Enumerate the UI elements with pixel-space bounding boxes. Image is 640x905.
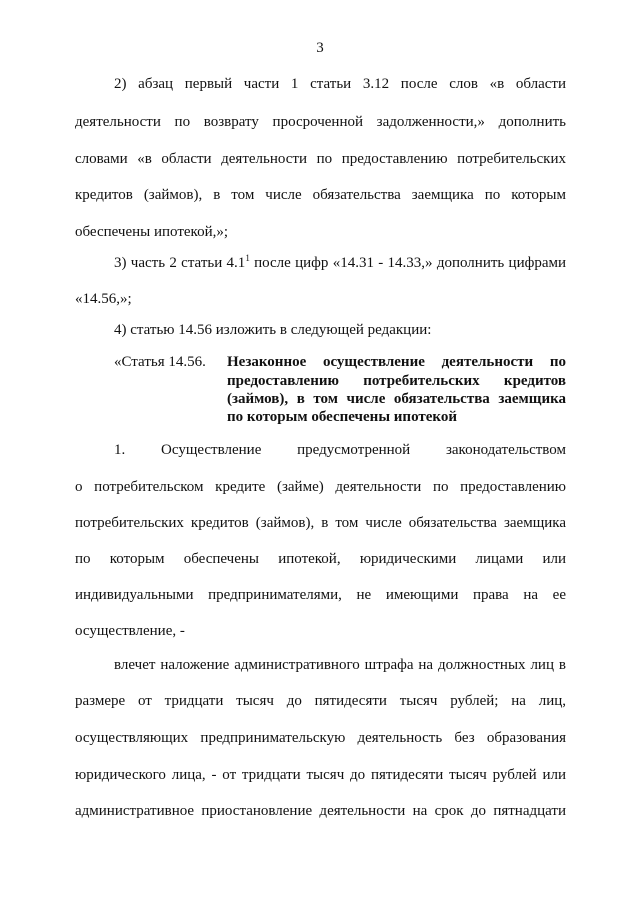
part1-line-2: о потребительском кредите (займе) деятельности по предоставлению (75, 479, 566, 495)
part1-line-6: осуществление, - (75, 623, 185, 639)
article-heading-line-4: по которым обеспечены ипотекой (227, 409, 457, 425)
article-label: «Статья 14.56. (114, 354, 206, 370)
item3-text-b: после цифр «14.31 - 14.33,» дополнить цифрами (249, 255, 566, 271)
item3-line-2: «14.56,»; (75, 291, 132, 307)
part1-line-3: потребительских кредитов (займов), в том числе обязательства заемщика (75, 515, 566, 531)
part1-line-5: индивидуальными предпринимателями, не имеющими права на ее (75, 587, 566, 603)
article-heading-line-2: предоставлению потребительских кредитов (227, 373, 566, 389)
item2-line-3: словами «в области деятельности по предоставлению потребительских (75, 151, 566, 167)
part1-line-1: 1. Осуществление предусмотренной законодательством (114, 442, 566, 458)
penalty-line-1: влечет наложение административного штрафа на должностных лиц в (114, 657, 566, 673)
item2-line-2: деятельности по возврату просроченной задолженности,» дополнить (75, 114, 566, 130)
penalty-line-2: размере от тридцати тысяч до пятидесяти тысяч рублей; на лиц, (75, 693, 566, 709)
item2-line-5: обеспечены ипотекой,»; (75, 224, 229, 240)
item3-line-1 (114, 254, 566, 272)
item3-text-a: 3) часть 2 статьи 4.1 (114, 255, 246, 271)
item2-line-4: кредитов (займов), в том числе обязательства заемщика по которым (75, 187, 566, 203)
penalty-line-3: осуществляющих предпринимательскую деятельность без образования (75, 730, 566, 746)
part1-line-4: по которым обеспечены ипотекой, юридическими лицами или (75, 551, 566, 567)
superscript-1: 1 (245, 253, 250, 263)
penalty-line-5: административное приостановление деятельности на срок до пятнадцати (75, 803, 566, 819)
article-heading-line-1: Незаконное осуществление деятельности по (227, 354, 566, 370)
item2-line-1: 2) абзац первый части 1 статьи 3.12 после слов «в области (114, 76, 566, 92)
penalty-line-4: юридического лица, - от тридцати тысяч до пятидесяти тысяч рублей или (75, 767, 566, 783)
page-number: 3 (316, 40, 324, 56)
item4-line-1: 4) статью 14.56 изложить в следующей редакции: (114, 322, 432, 338)
article-heading-line-3: (займов), в том числе обязательства заемщика (227, 391, 566, 407)
